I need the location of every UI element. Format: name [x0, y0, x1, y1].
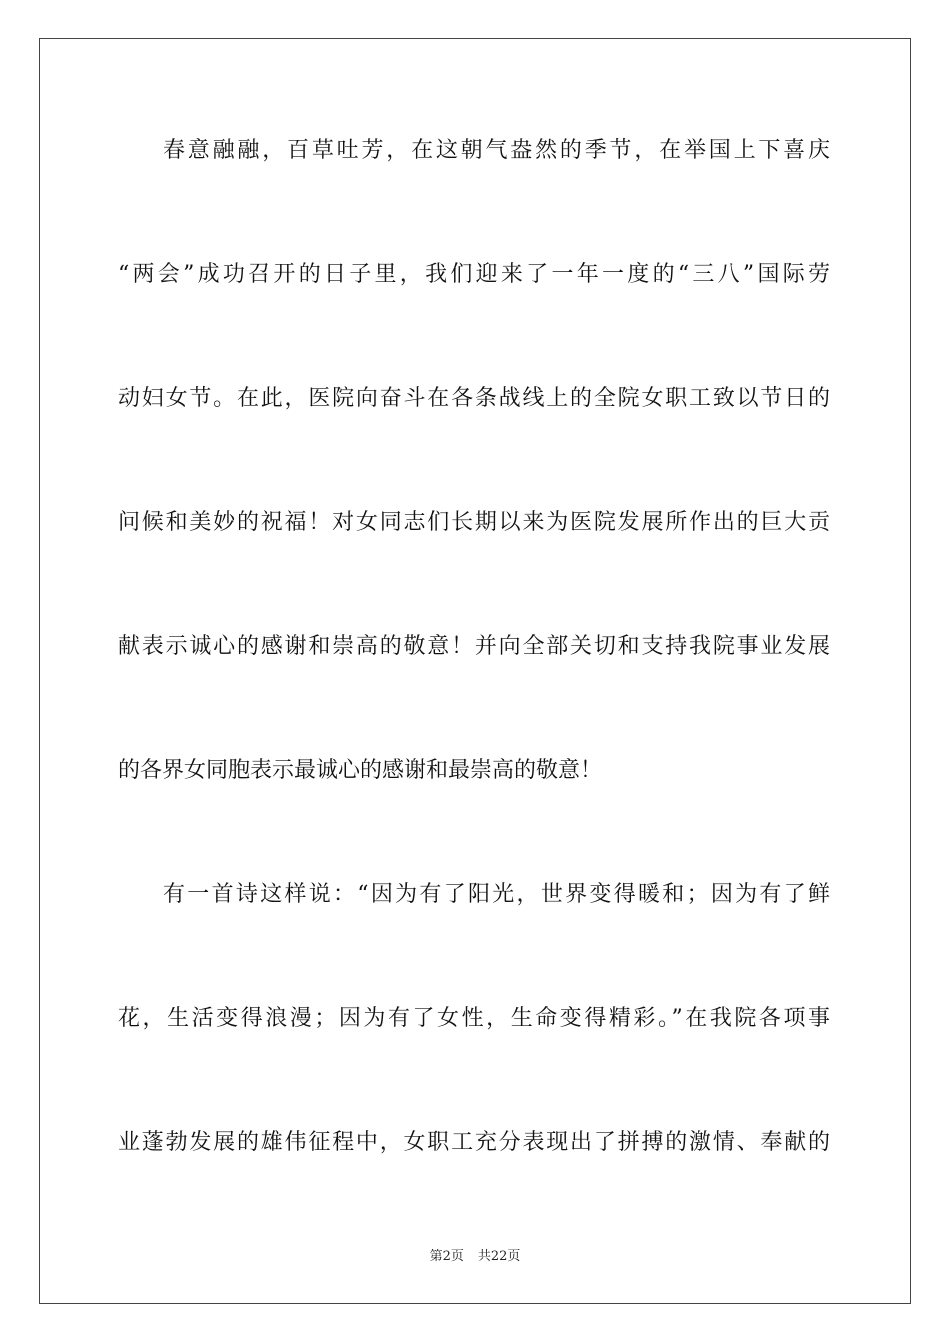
text-line-5: 献表示诚心的感谢和崇高的敬意！并向全部关切和支持我院事业发展 — [118, 634, 830, 659]
page-number: 第2页 — [429, 1249, 464, 1264]
text-line-6: 的各界女同胞表示最诚心的感谢和最崇高的敬意！ — [118, 758, 603, 783]
page-footer — [0, 1248, 950, 1266]
text-line-8: 花，生活变得浪漫；因为有了女性，生命变得精彩。”在我院各项事 — [118, 1006, 830, 1031]
text-line-4: 问候和美妙的祝福！对女同志们长期以来为医院发展所作出的巨大贡 — [118, 510, 830, 535]
text-line-2: “两会”成功召开的日子里，我们迎来了一年一度的“三八”国际劳 — [118, 262, 830, 287]
text-line-3: 动妇女节。在此，医院向奋斗在各条战线上的全院女职工致以节日的 — [118, 386, 830, 411]
page-total: 共22页 — [477, 1249, 521, 1264]
page-frame — [39, 38, 911, 1304]
text-line-9: 业蓬勃发展的雄伟征程中，女职工充分表现出了拼搏的激情、奉献的 — [118, 1130, 830, 1155]
text-line-1: 春意融融，百草吐芳，在这朝气盎然的季节，在举国上下喜庆 — [163, 138, 830, 163]
text-line-7: 有一首诗这样说：“因为有了阳光，世界变得暖和；因为有了鲜 — [163, 882, 830, 907]
